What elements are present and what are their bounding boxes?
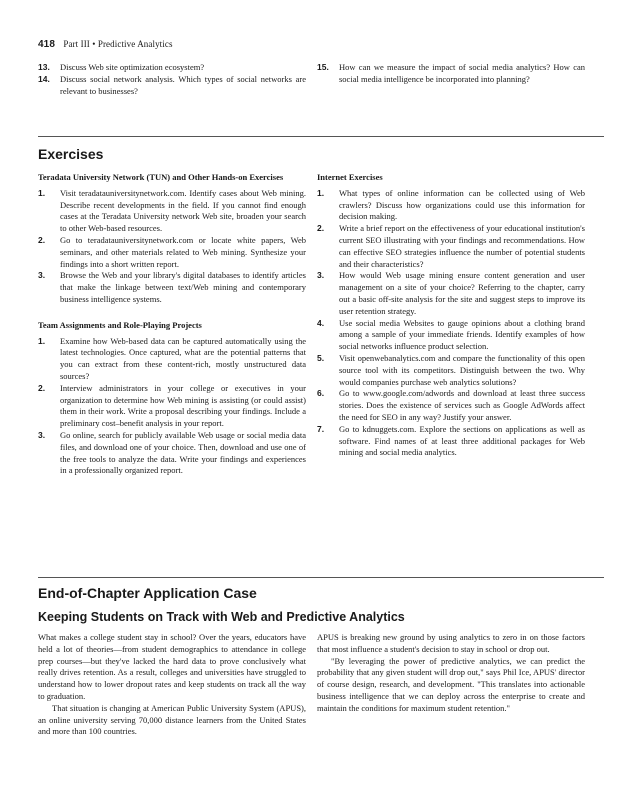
list-item: 3. Browse the Web and your library's digital databases to identify articles that make the linkage between text/Web mining and contemporary business intelligence systems.: [38, 270, 306, 304]
list-item: 13. Discuss Web site optimization ecosystem?: [38, 62, 205, 72]
top-questions-left: [38, 62, 306, 97]
list-item: 2. Interview administrators in your college or executives in your organization to determine how Web mining is assisting (or could assist) them in their work. Write a proposal describing your findings. Include a preliminary cost–benefit analysis in your report.: [38, 382, 306, 429]
case-title: Keeping Students on Track with Web and Predictive Analytics: [38, 610, 405, 624]
running-head: [38, 39, 173, 50]
paragraph: What makes a college student stay in school? Over the years, educators have held a lot of theories—from student demographics to attendance in college prep courses—but they've lacked the hard data to prove conclusively what really drives retention. As a result, colleges and universities have struggled to understand how to lower dropout rates and keep students on track all the way to graduation.: [38, 632, 306, 701]
list-item: 1. Visit teradatauniversitynetwork.com. Identify cases about Web mining. Describe recent developments in the field. If you cannot find enough cases at the Teradata University network Web site, broaden your search to other Web-based resources.: [38, 187, 306, 234]
internet-heading: Internet Exercises: [317, 172, 383, 182]
list-item: 14. Discuss social network analysis. Which types of social networks are relevant to businesses?: [38, 73, 306, 96]
list-item: 4. Use social media Websites to gauge opinions about a clothing brand among a sample of your immediate friends. Identify examples of how social networks influence product selection.: [317, 317, 585, 352]
case-right-column: [317, 632, 585, 715]
paragraph: APUS is breaking new ground by using analytics to zero in on those factors that most influence a student's decision to stay in school or drop out.: [317, 632, 585, 654]
list-item: 2. Write a brief report on the effectiveness of your educational institution's current SEO illustrating with your findings and recommendations. How can effective SEO strategies influence the number of potential students and their characteristics?: [317, 223, 585, 269]
tun-heading: Teradata University Network (TUN) and Other Hands-on Exercises: [38, 172, 284, 182]
case-section-title: End-of-Chapter Application Case: [38, 585, 257, 601]
top-questions-right: [317, 62, 585, 86]
team-heading: Team Assignments and Role-Playing Projects: [38, 319, 202, 330]
page-number: 418: [38, 39, 55, 50]
paragraph: That situation is changing at American Public University System (APUS), an online university serving 70,000 distance learners from the United States and more than 100 countries.: [38, 702, 306, 737]
paragraph: "By leveraging the power of predictive analytics, we can predict the probability that any given student will drop out," says Phil Ice, APUS' director of course design, research, and development. "This translates into actionable business intelligence that we can deploy across the enterprise to create and maintain the conditions for maximum student retention.": [317, 655, 585, 713]
list-item: 7. Go to kdnuggets.com. Explore the sections on applications as well as software. Find names of at least three additional packages for Web mining and social media analytics.: [317, 423, 585, 458]
list-item: 15. How can we measure the impact of social media analytics? How can social media intelligence be incorporated into planning?: [317, 62, 585, 84]
list-item: 5. Visit openwebanalytics.com and compare the functionality of this open source tool with its competitors. Distinguish between the two. Why would companies purchase web analytics solutions?: [317, 352, 585, 387]
case-left-column: [38, 632, 306, 738]
running-title: Part III • Predictive Analytics: [63, 39, 173, 49]
exercises-title: Exercises: [38, 146, 104, 162]
divider: [38, 136, 604, 137]
list-item: 3. How would Web usage mining ensure content generation and user management on a site of your choice? Referring to the chapter, carry out a basic off-site analysis for the site and suggest steps to improve its user retention strategy.: [317, 270, 585, 316]
exercises-right-column: [317, 172, 585, 459]
list-item: 2. Go to teradatauniversitynetwork.com or locate white papers, Web seminars, and other materials related to Web mining. Synthesize your findings into a short written report.: [38, 234, 306, 269]
exercises-left-column: [38, 172, 306, 477]
divider: [38, 577, 604, 578]
list-item: 3. Go online, search for publicly available Web usage or social media data files, and download one of your choice. Then, download and use one of the free tools to analyze the data. Write your findings and experiences in a professionally organized report.: [38, 429, 306, 476]
list-item: 1. What types of online information can be collected using of Web crawlers? Discuss how organizations could use this information for decision making.: [317, 187, 585, 222]
list-item: 1. Examine how Web-based data can be captured automatically using the latest technologies. Once captured, what are the potential patterns that you can extract from these content-rich, mostly unstructured data sources?: [38, 335, 306, 381]
list-item: 6. Go to www.google.com/adwords and download at least three success stories. Does the existence of services such as Google AdWords affect the need for SEO in any way? Justify your answer.: [317, 388, 585, 422]
